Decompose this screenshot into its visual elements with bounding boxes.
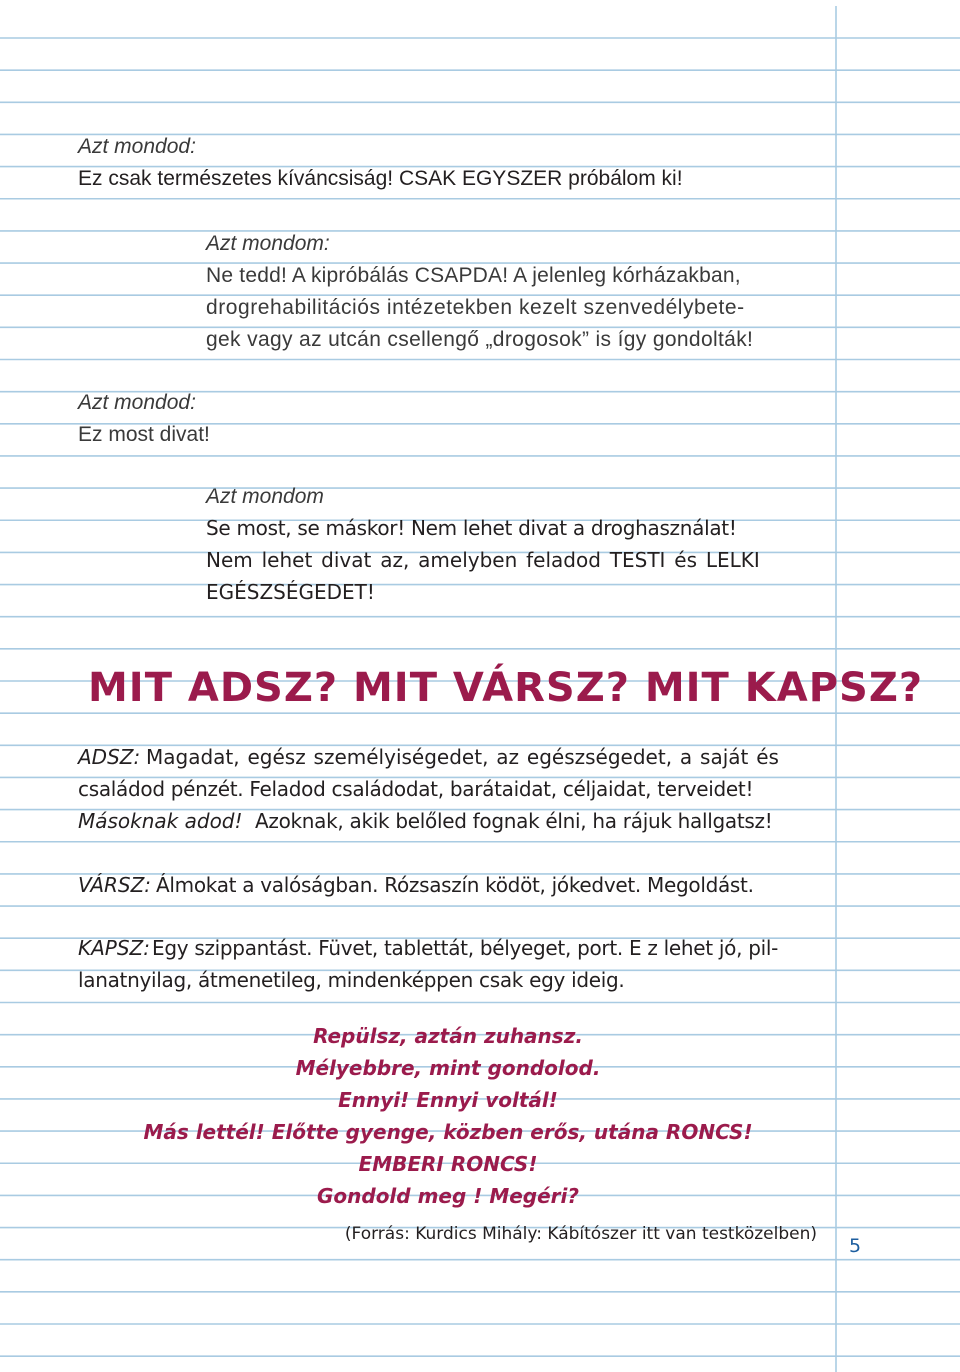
poem-line: Más lettél! Előtte gyenge, közben erős, utána RONCS! [143,1120,753,1144]
source-citation: (Forrás: Kurdics Mihály: Kábítószer itt van testközelben) [344,1224,817,1244]
answer-line: gek vagy az utcán csellengő „drogosok” is így gondolták! [206,328,754,351]
speaker-label-you-say: Azt mondod: [78,135,196,158]
answer-line: Se most, se máskor! Nem lehet divat a droghasználat! [206,516,737,540]
poem-line: Repülsz, aztán zuhansz. [313,1024,583,1048]
varsz-text: Álmokat a valóságban. Rózsaszín ködöt, jókedvet. Megoldást. [156,873,754,897]
poem-line: EMBERI RONCS! [358,1152,538,1176]
quote-text: Ez csak természetes kíváncsiság! CSAK EGYSZER próbálom ki! [78,167,683,190]
adsz-line: Azoknak, akik belőled fognak élni, ha rájuk hallgatsz! [255,809,773,833]
adsz-label: ADSZ: [78,745,141,769]
adsz-line: Magadat, egész személyiségedet, az egészségedet, a saját és [146,745,779,769]
answer-line: Nem lehet divat az, amelyben feladod TESTI és LELKI [206,548,760,572]
quote-text: Ez most divat! [78,423,210,446]
adsz-line: családod pénzét. Feladod családodat, barátaidat, céljaidat, terveidet! [78,777,754,801]
speaker-label-i-say: Azt mondom: [206,232,330,255]
poem-line: Gondold meg ! Megéri? [316,1184,580,1208]
answer-line: Ne tedd! A kipróbálás CSAPDA! A jelenleg kórházakban, [206,264,741,287]
kapsz-line: lanatnyilag, átmenetileg, mindenképpen csak egy ideig. [78,968,625,992]
adsz-emphasis: Másoknak adod! [78,809,243,833]
kapsz-label: KAPSZ: [78,936,150,960]
poem-line: Mélyebbre, mint gondolod. [295,1056,601,1080]
poem-line: Ennyi! Ennyi voltál! [338,1088,558,1112]
page-number: 5 [849,1235,862,1257]
answer-line: drogrehabilitációs intézetekben kezelt szenvedélybete- [206,296,745,319]
headline: MIT ADSZ? MIT VÁRSZ? MIT KAPSZ? [88,665,924,711]
speaker-label-you-say: Azt mondod: [78,391,196,414]
speaker-label-i-say: Azt mondom [206,485,324,508]
answer-line: EGÉSZSÉGEDET! [206,580,375,604]
kapsz-line: Egy szippantást. Füvet, tablettát, bélyeget, port. E z lehet jó, pil- [152,936,779,960]
varsz-label: VÁRSZ: [78,873,152,897]
